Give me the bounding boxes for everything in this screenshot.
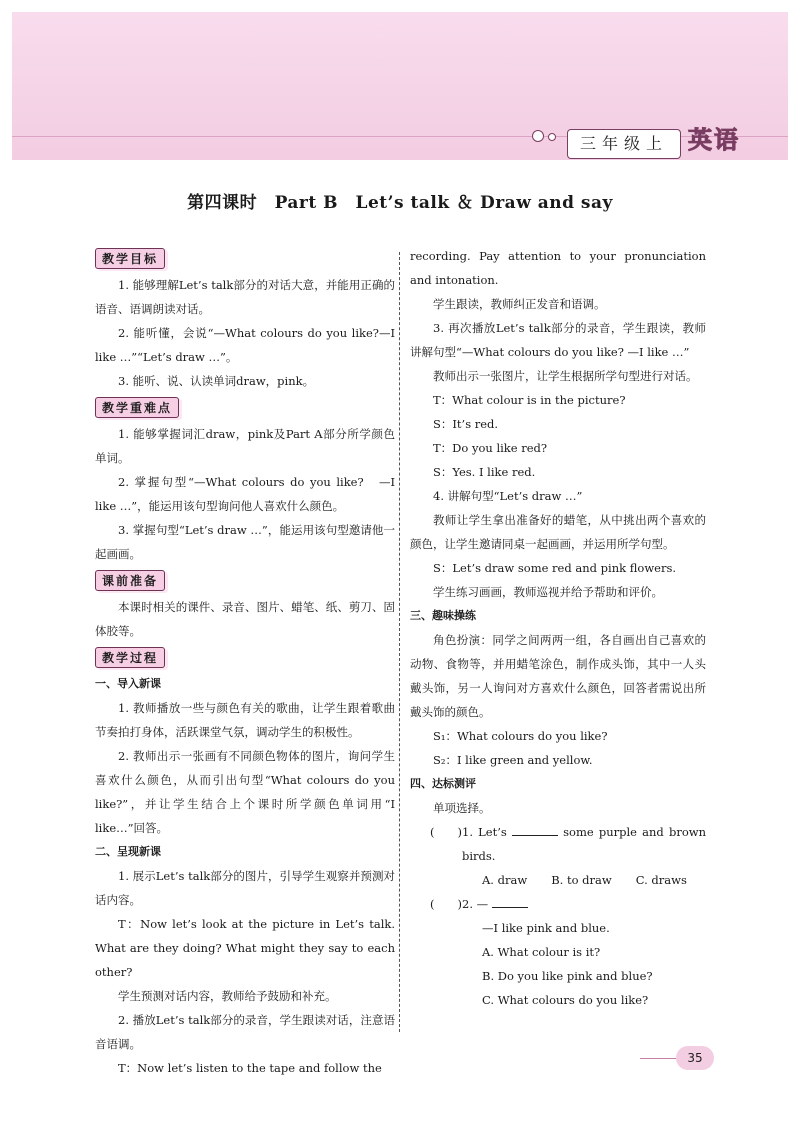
dialogue-line: T：What colour is in the picture? [433,393,626,407]
question-stem [462,820,706,868]
page-number: 35 [676,1046,714,1070]
decor-bead-icon [532,130,544,142]
paragraph: recording. Pay attention to your pronunciation and intonation. [410,249,706,287]
paragraph: T：Now let’s look at the picture in Let’s talk. What are they doing? What might they say to each other? [95,917,395,979]
paragraph: 教师让学生拿出准备好的蜡笔，从中挑出两个喜欢的颜色，让学生邀请同桌一起画画，并运用所学句型。 [410,513,706,551]
subheading: 三、趣味操练 [410,609,476,622]
subject-label: 英语 [688,125,740,154]
section-tag-key-points: 教学重难点 [95,397,179,418]
stem-end: some purple and brown birds. [462,825,707,863]
paragraph: 学生练习画画，教师巡视并给予帮助和评价。 [433,585,663,599]
paragraph: 教师出示一张图片，让学生根据所学句型进行对话。 [433,369,698,383]
paragraph: T：Now let’s listen to the tape and follow the [118,1061,382,1075]
paragraph: 本课时相关的课件、录音、图片、蜡笔、纸、剪刀、固体胶等。 [95,600,395,638]
paragraph: 1. 展示Let’s talk部分的图片，引导学生观察并预测对话内容。 [95,869,395,907]
option-b: B. Do you like pink and blue? [482,969,653,983]
dialogue-line: S：Yes. I like red. [433,465,536,479]
answer-paren: ( ) [430,825,462,839]
decor-bead-icon [548,133,556,141]
section-tag-process: 教学过程 [95,647,165,668]
stem-start: 2. — [462,897,489,911]
answer-paren: ( ) [430,897,462,911]
subheading: 二、呈现新课 [95,845,161,858]
option-a: A. draw [482,873,528,887]
option-b: B. to draw [551,873,612,887]
left-column [95,244,395,1080]
paragraph: 1. 能够理解Let’s talk部分的对话大意，并能用正确的语音、语调朗读对话。 [95,278,395,316]
paragraph: 3. 再次播放Let’s talk部分的录音，学生跟读，教师讲解句型“—What colours do you like? —I like …” [410,321,706,359]
dialogue-line: S：It’s red. [433,417,499,431]
dialogue-line: S：Let’s draw some red and pink flowers. [433,561,677,575]
option-c: C. What colours do you like? [482,993,649,1007]
question-1-options [410,868,706,892]
paragraph: 学生预测对话内容，教师给予鼓励和补充。 [118,989,337,1003]
question-2-reply: —I like pink and blue. [482,921,610,935]
paragraph: 2. 教师出示一张画有不同颜色物体的图片，询问学生喜欢什么颜色，从而引出句型“What colours do you like?”，并让学生结合上个课时所学颜色单词用“I like…”回答。 [95,749,395,835]
paragraph: 1. 教师播放一些与颜色有关的歌曲，让学生跟着歌曲节奏拍打身体，活跃课堂气氛，调动学生的积极性。 [95,701,395,739]
section-tag-goals: 教学目标 [95,248,165,269]
paragraph: 4. 讲解句型“Let’s draw …” [433,489,583,503]
option-c: C. draws [635,873,687,887]
answer-blank [512,824,558,836]
paragraph: 角色扮演：同学之间两两一组，各自画出自己喜欢的动物、食物等，并用蜡笔涂色，制作成头饰，其中一人头戴头饰，另一人询问对方喜欢什么颜色，回答者需说出所戴头饰的颜色。 [410,633,706,719]
answer-blank [492,896,528,908]
dialogue-line: S₂：I like green and yellow. [433,753,593,767]
paragraph: 学生跟读，教师纠正发音和语调。 [433,297,606,311]
grade-label: 三年级上 [567,129,681,159]
section-tag-preparation: 课前准备 [95,570,165,591]
lesson-title: 第四课时 Part B Let’s talk ＆ Draw and say [187,193,613,213]
header-banner [12,12,788,160]
subheading: 四、达标测评 [410,777,476,790]
column-divider [399,252,400,1032]
paragraph: 2. 掌握句型“—What colours do you like? —I like …”，能运用该句型询问他人喜欢什么颜色。 [95,475,395,513]
subheading: 一、导入新课 [95,677,161,690]
paragraph: 2. 能听懂，会说“—What colours do you like?—I like …”“Let’s draw …”。 [95,326,395,364]
right-column [410,244,706,1012]
option-a: A. What colour is it? [482,945,601,959]
question-2 [410,892,706,916]
paragraph: 3. 掌握句型“Let’s draw …”，能运用该句型邀请他一起画画。 [95,523,395,561]
paragraph: 1. 能够掌握词汇draw，pink及Part A部分所学颜色单词。 [95,427,395,465]
dialogue-line: S₁：What colours do you like? [433,729,608,743]
paragraph: 单项选择。 [433,801,491,815]
question-1 [410,820,706,868]
question-stem [462,892,706,916]
paragraph: 3. 能听、说、认读单词draw，pink。 [118,374,315,388]
stem-start: 1. Let’s [462,825,507,839]
paragraph: 2. 播放Let’s talk部分的录音，学生跟读对话，注意语音语调。 [95,1013,395,1051]
page-number-rule [640,1058,676,1059]
dialogue-line: T：Do you like red? [433,441,548,455]
